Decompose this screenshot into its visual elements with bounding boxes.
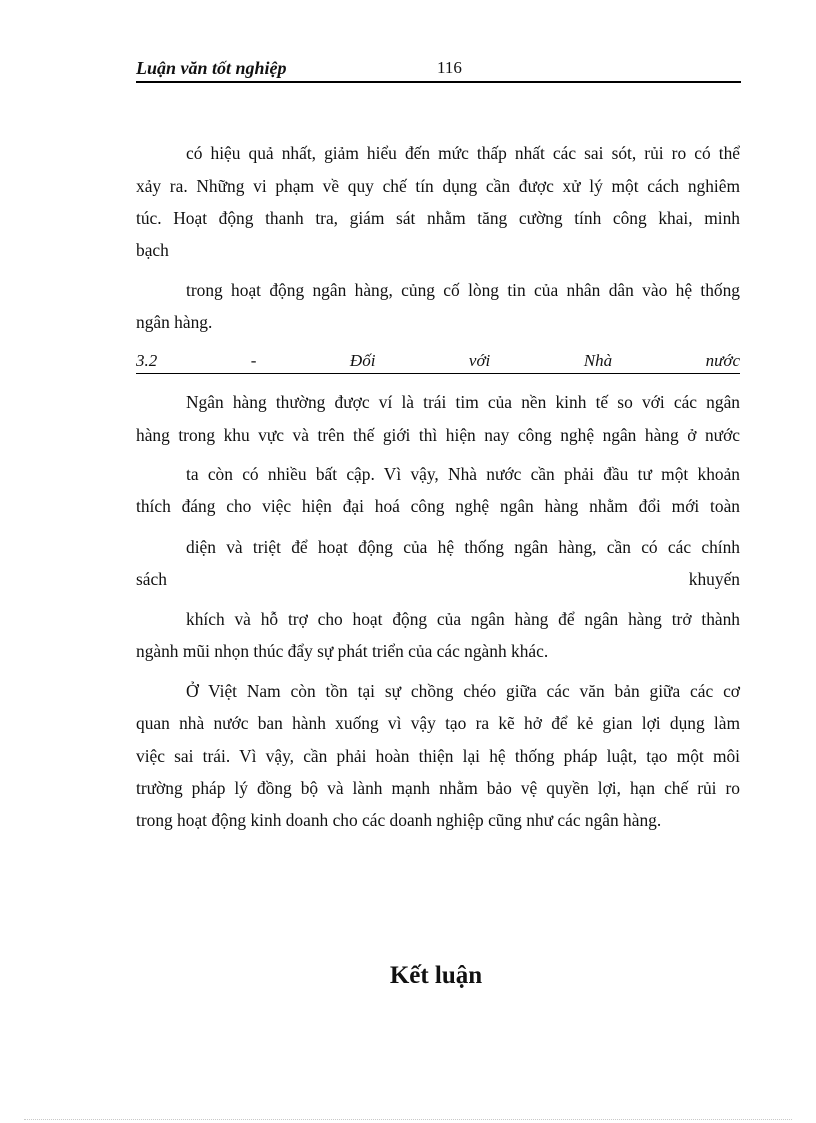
conclusion-heading: Kết luận <box>389 962 483 989</box>
text-line: hàng trong khu vực và trên thế giới thì hiện nay công nghệ ngân hàng ở nước <box>136 425 740 445</box>
text-line: xảy ra. Những vi phạm về quy chế tín dụng cần được xử lý một cách nghiêm <box>136 176 740 196</box>
text-line: ta còn có nhiều bất cập. Vì vậy, Nhà nước cần phải đầu tư một khoản <box>186 464 740 484</box>
text-line: túc. Hoạt động thanh tra, giám sát nhằm tăng cường tính công khai, minh <box>136 208 740 228</box>
text-line: diện và triệt để hoạt động của hệ thống ngân hàng, cần có các chính <box>186 537 740 557</box>
text-line: sách khuyến <box>136 569 740 589</box>
text-line: thích đáng cho việc hiện đại hoá công nghệ ngân hàng nhằm đổi mới toàn <box>136 496 740 516</box>
text-line: bạch <box>136 240 169 260</box>
text-line: trường pháp lý đồng bộ và lành mạnh nhằm bảo vệ quyền lợi, hạn chế rủi ro <box>136 778 740 798</box>
text-line: trong hoạt động kinh doanh cho các doanh nghiệp cũng như các ngân hàng. <box>136 810 662 830</box>
text-line: có hiệu quả nhất, giảm hiểu đến mức thấp nhất các sai sót, rủi ro có thể <box>186 143 740 163</box>
document-title: Luận văn tốt nghiệp <box>136 58 287 78</box>
section-heading: 3.2 - Đối với Nhà nước <box>136 349 740 374</box>
text-line: quan nhà nước ban hành xuống vì vậy tạo ra kẽ hở để kẻ gian lợi dụng làm <box>136 713 740 733</box>
text-line: Ở Việt Nam còn tồn tại sự chồng chéo giữa các văn bản giữa các cơ <box>186 681 740 701</box>
text-line: Ngân hàng thường được ví là trái tim của nền kinh tế so với các ngân <box>186 392 740 412</box>
text-line: việc sai trái. Vì vậy, cần phải hoàn thiện lại hệ thống pháp luật, tạo một môi <box>136 746 740 766</box>
page-number: 116 <box>437 58 462 77</box>
page-header <box>136 58 741 83</box>
text-line: ngân hàng. <box>136 312 213 332</box>
text-line: trong hoạt động ngân hàng, củng cố lòng tin của nhân dân vào hệ thống <box>186 280 740 300</box>
page-bottom-divider <box>24 1119 792 1120</box>
text-line: khích và hỗ trợ cho hoạt động của ngân hàng để ngân hàng trở thành <box>186 609 740 629</box>
text-line: ngành mũi nhọn thúc đẩy sự phát triển của các ngành khác. <box>136 641 549 661</box>
